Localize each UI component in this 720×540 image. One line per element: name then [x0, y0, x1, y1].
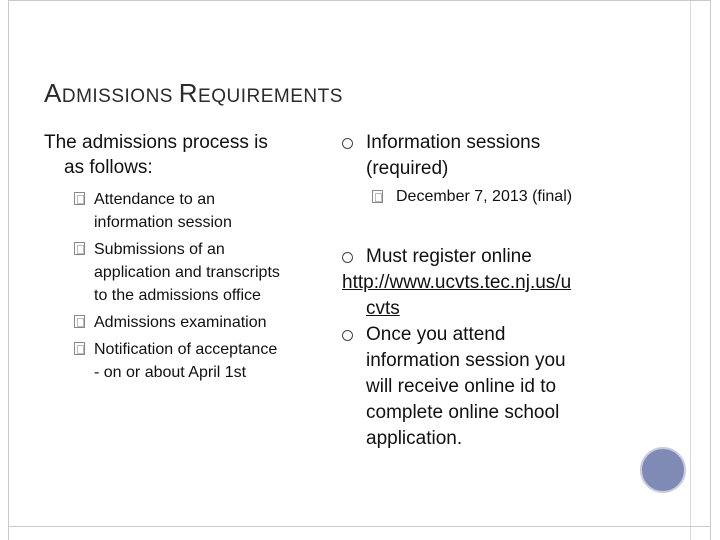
- list-item: [44, 188, 324, 234]
- attend-line2: information session you: [366, 350, 566, 371]
- info-sessions-bullet: [342, 130, 622, 182]
- session-date: December 7, 2013 (final): [396, 188, 573, 205]
- frame-bottom-border: [8, 526, 711, 527]
- checkbox-bullet-icon: [74, 192, 85, 205]
- register-text: Must register online: [366, 246, 532, 267]
- info-line2: (required): [366, 158, 449, 179]
- intro-text: [44, 130, 324, 180]
- item3-line1: Admissions examination: [94, 314, 267, 331]
- checkbox-bullet-icon: [74, 242, 85, 255]
- frame-left-border: [8, 0, 9, 540]
- title-initial-r: R: [178, 78, 199, 108]
- right-column: [342, 130, 622, 452]
- left-column: [44, 130, 324, 388]
- decorative-circle: [640, 447, 686, 493]
- list-item: [44, 338, 324, 384]
- frame-right-inner-border: [690, 0, 691, 540]
- intro-line2: as follows:: [64, 157, 153, 178]
- slide-title: [44, 78, 343, 109]
- item2-line3: to the admissions office: [94, 287, 261, 304]
- attend-bullet: [342, 322, 622, 452]
- intro-line1: The admissions process is: [44, 132, 268, 153]
- registration-link[interactable]: [342, 270, 622, 322]
- attend-line5: application.: [366, 428, 463, 449]
- url-line2[interactable]: cvts: [366, 298, 400, 319]
- ring-bullet-icon: [342, 138, 353, 149]
- ring-bullet-icon: [342, 330, 353, 341]
- list-item: [44, 238, 324, 307]
- url-line1[interactable]: http://www.ucvts.tec.nj.us/u: [342, 272, 572, 293]
- item1-line2: information session: [94, 214, 232, 231]
- date-subitem: [342, 186, 622, 208]
- ring-bullet-icon: [342, 252, 353, 263]
- title-initial-a: A: [44, 78, 62, 108]
- info-line1: Information sessions: [366, 132, 541, 153]
- item2-line1: Submissions of an: [94, 241, 225, 258]
- register-bullet: [342, 244, 622, 270]
- attend-line1: Once you attend: [366, 324, 506, 345]
- list-item: [44, 311, 324, 334]
- checkbox-bullet-icon: [74, 315, 85, 328]
- checkbox-bullet-icon: [74, 342, 85, 355]
- item4-line2: - on or about April 1st: [94, 364, 247, 381]
- attend-line3: will receive online id to: [366, 376, 557, 397]
- checkbox-bullet-icon: [372, 190, 383, 203]
- attend-line4: complete online school: [366, 402, 560, 423]
- requirements-list: [44, 188, 324, 384]
- frame-right-border: [710, 0, 711, 540]
- title-word2-rest: EQUIREMENTS: [198, 86, 343, 107]
- item2-line2: application and transcripts: [94, 264, 280, 281]
- title-word1-rest: DMISSIONS: [61, 86, 179, 107]
- item1-line1: Attendance to an: [94, 191, 215, 208]
- frame-top-border: [8, 0, 711, 1]
- item4-line1: Notification of acceptance: [94, 341, 278, 358]
